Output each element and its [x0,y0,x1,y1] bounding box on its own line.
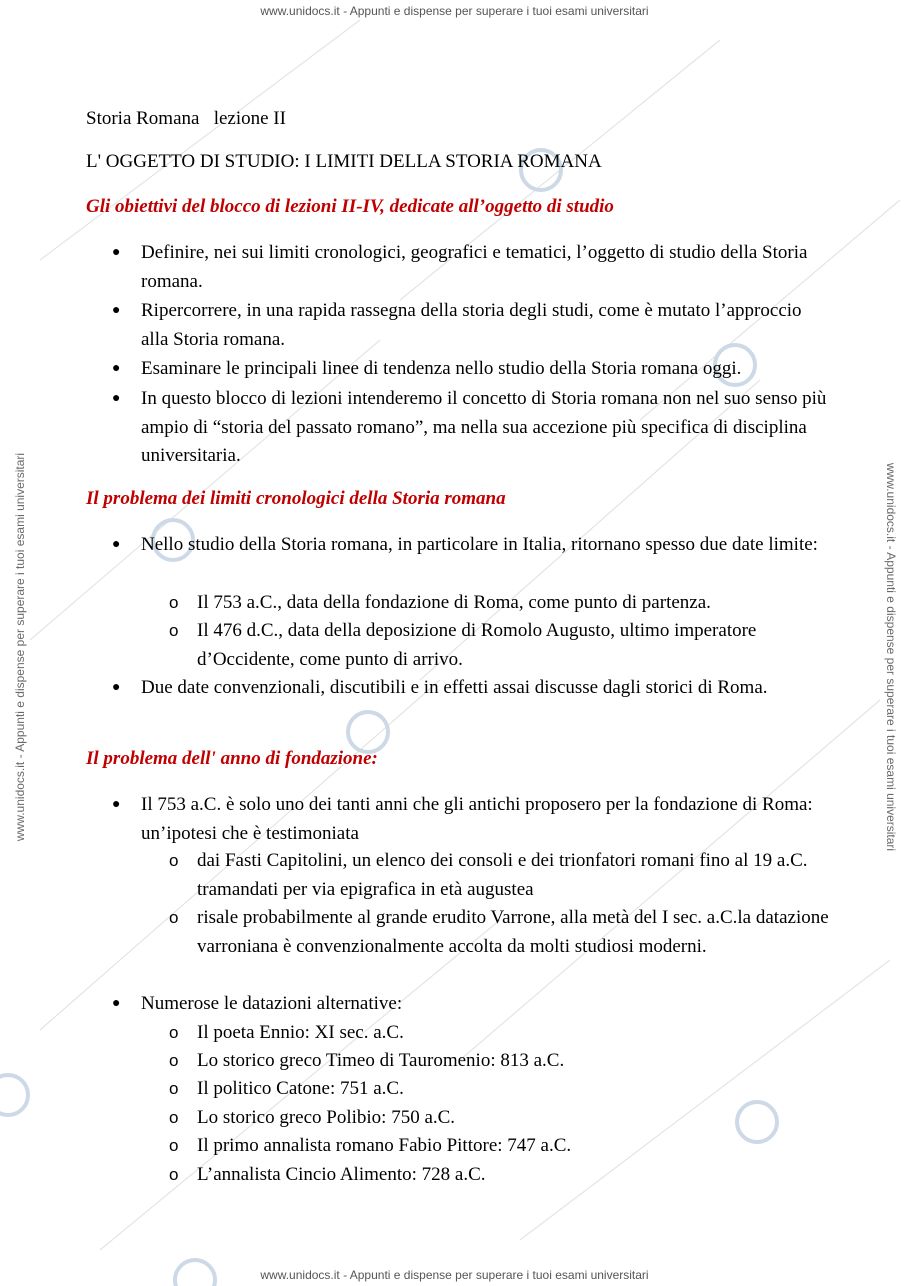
sub-list-item: o Lo storico greco Timeo di Tauromenio: 813 a.C. [197,1047,837,1076]
list-item: ● Nello studio della Storia romana, in particolare in Italia, ritornano spesso due date limite: [141,531,831,560]
bullet-icon: ● [112,680,121,695]
bullet-icon: ● [112,996,121,1011]
bullet-icon: ● [112,797,121,812]
list-item: ● Ripercorrere, in una rapida rassegna della storia degli studi, come è mutato l’approccio alla Storia romana. [141,297,831,354]
section-heading-objectives: Gli obiettivi del blocco di lezioni II-IV, dedicate all’oggetto di studio [86,196,614,217]
sub-list-item: o Il poeta Ennio: XI sec. a.C. [197,1019,837,1048]
bullet-icon: ● [112,303,121,318]
lesson-subtitle: L' OGGETTO DI STUDIO: I LIMITI DELLA STORIA ROMANA [86,151,602,172]
sub-list-item: o L’annalista Cincio Alimento: 728 a.C. [197,1161,837,1190]
list-item: ● Due date convenzionali, discutibili e in effetti assai discusse dagli storici di Roma. [141,674,831,703]
sub-list-item: o Il 476 d.C., data della deposizione di Romolo Augusto, ultimo imperatore d’Occidente, come punto di arrivo. [197,617,837,674]
hollow-bullet-icon: o [169,1108,179,1127]
watermark-top: www.unidocs.it - Appunti e dispense per superare i tuoi esami universitari [260,4,649,18]
list-item: ● Definire, nei sui limiti cronologici, geografici e tematici, l’oggetto di studio della Storia romana. [141,239,831,296]
sub-list-item: o Il 753 a.C., data della fondazione di Roma, come punto di partenza. [197,589,837,618]
hollow-bullet-icon: o [169,621,179,640]
sub-list-item: o Il politico Catone: 751 a.C. [197,1075,837,1104]
hollow-bullet-icon: o [169,1136,179,1155]
bullet-icon: ● [112,245,121,260]
watermark-bottom: www.unidocs.it - Appunti e dispense per superare i tuoi esami universitari [260,1268,649,1282]
bullet-icon: ● [112,537,121,552]
hollow-bullet-icon: o [169,593,179,612]
section-heading-foundation-year: Il problema dell' anno di fondazione: [86,748,378,769]
list-item: ● Il 753 a.C. è solo uno dei tanti anni che gli antichi proposero per la fondazione di Roma: un’ipotesi che è testimoniata [141,791,831,848]
hollow-bullet-icon: o [169,1079,179,1098]
sub-list-item: o Lo storico greco Polibio: 750 a.C. [197,1104,837,1133]
list-item: ● Numerose le datazioni alternative: [141,990,831,1019]
hollow-bullet-icon: o [169,1051,179,1070]
bullet-icon: ● [112,361,121,376]
watermark-left: www.unidocs.it - Appunti e dispense per superare i tuoi esami universitari [13,452,27,842]
hollow-bullet-icon: o [169,1023,179,1042]
list-item: ● In questo blocco di lezioni intenderemo il concetto di Storia romana non nel suo senso più ampio di “storia del passato romano”, ma nella sua accezione più specifica di disciplina universitaria. [141,385,831,471]
lesson-title: Storia Romana lezione II [86,108,286,129]
hollow-bullet-icon: o [169,908,179,927]
watermark-right: www.unidocs.it - Appunti e dispense per superare i tuoi esami universitari [884,462,898,852]
hollow-bullet-icon: o [169,1165,179,1184]
section-heading-chronological-limits: Il problema dei limiti cronologici della Storia romana [86,488,506,509]
bullet-icon: ● [112,391,121,406]
sub-list-item: o dai Fasti Capitolini, un elenco dei consoli e dei trionfatori romani fino al 19 a.C. tramandati per via epigrafica in età augustea [197,847,837,904]
hollow-bullet-icon: o [169,851,179,870]
sub-list-item: o risale probabilmente al grande erudito Varrone, alla metà del I sec. a.C.la datazione varroniana è convenzionalmente accolta da molti studiosi moderni. [197,904,837,961]
sub-list-item: o Il primo annalista romano Fabio Pittore: 747 a.C. [197,1132,837,1161]
list-item: ● Esaminare le principali linee di tendenza nello studio della Storia romana oggi. [141,355,831,384]
